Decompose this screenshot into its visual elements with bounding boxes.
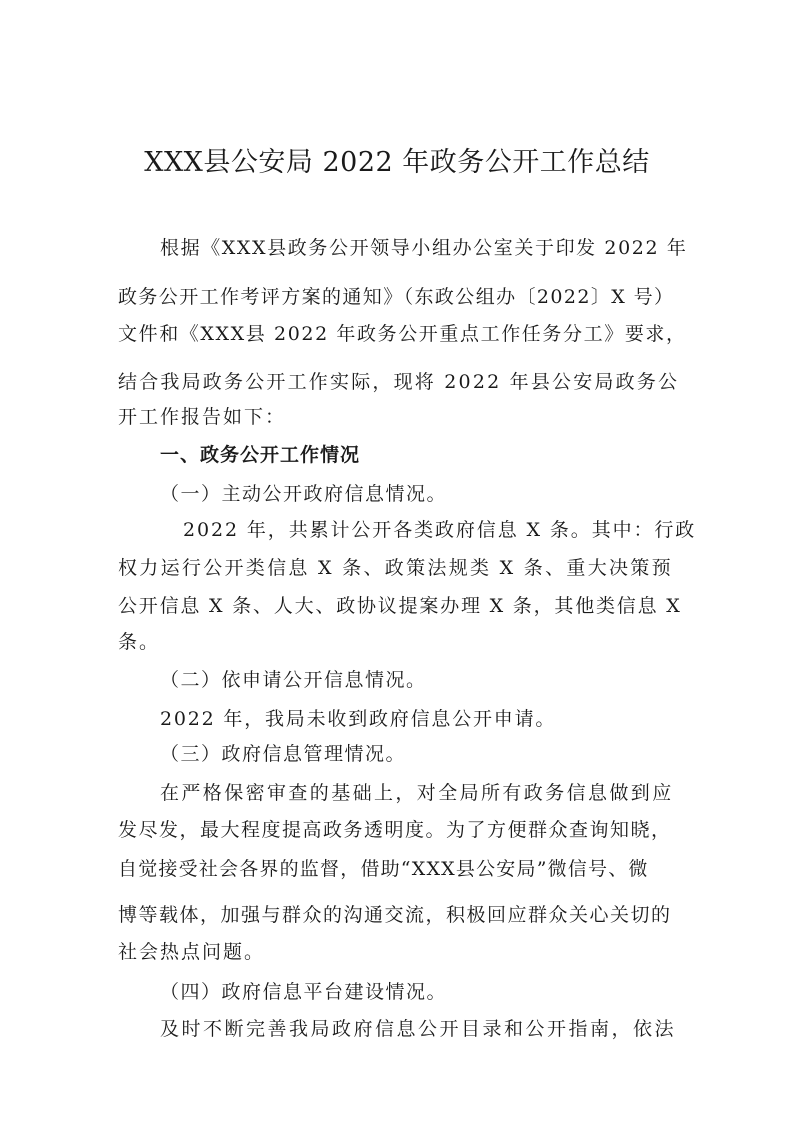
paragraph-line: 社会热点问题。 bbox=[118, 941, 266, 963]
paragraph-line: 自觉接受社会各界的监督，借助“XXX县公安局”微信号、微 bbox=[118, 858, 649, 880]
paragraph-line: 博等载体，加强与群众的沟通交流，积极回应群众关心关切的 bbox=[118, 904, 672, 926]
paragraph-line: 及时不断完善我局政府信息公开目录和公开指南，依法 bbox=[160, 1018, 677, 1040]
paragraph-line: 开工作报告如下： bbox=[118, 406, 287, 428]
paragraph-line: 在严格保密审查的基础上，对全局所有政务信息做到应 bbox=[160, 782, 674, 804]
subsection-heading: （一）主动公开政府信息情况。 bbox=[160, 483, 448, 505]
section-heading: 一、政务公开工作情况 bbox=[160, 444, 361, 466]
paragraph-line: 公开信息 X 条、人大、政协议提案办理 X 条，其他类信息 X bbox=[118, 595, 682, 617]
paragraph-line: 文件和《XXX县 2022 年政务公开重点工作任务分工》要求， bbox=[118, 323, 687, 345]
subsection-heading: （三）政府信息管理情况。 bbox=[160, 743, 407, 765]
subsection-heading: （四）政府信息平台建设情况。 bbox=[160, 981, 448, 1003]
paragraph-line: 2022 年，我局未收到政府信息公开申请。 bbox=[160, 708, 557, 730]
paragraph-line: 2022 年，共累计公开各类政府信息 X 条。其中：行政 bbox=[183, 519, 697, 541]
paragraph-line: 结合我局政务公开工作实际，现将 2022 年县公安局政务公 bbox=[118, 371, 680, 393]
paragraph-line: 根据《XXX县政务公开领导小组办公室关于印发 2022 年 bbox=[160, 237, 688, 259]
paragraph-line: 权力运行公开类信息 X 条、政策法规类 X 条、重大决策预 bbox=[118, 557, 673, 579]
page-title: XXX县公安局 2022 年政务公开工作总结 bbox=[144, 147, 650, 178]
paragraph-line: 条。 bbox=[118, 631, 161, 653]
paragraph-line: 发尽发，最大程度提高政务透明度。为了方便群众查询知晓， bbox=[118, 819, 672, 841]
subsection-heading: （二）依申请公开信息情况。 bbox=[160, 669, 427, 691]
paragraph-line: 政务公开工作考评方案的通知》（东政公组办〔2022〕X 号） bbox=[118, 286, 675, 308]
